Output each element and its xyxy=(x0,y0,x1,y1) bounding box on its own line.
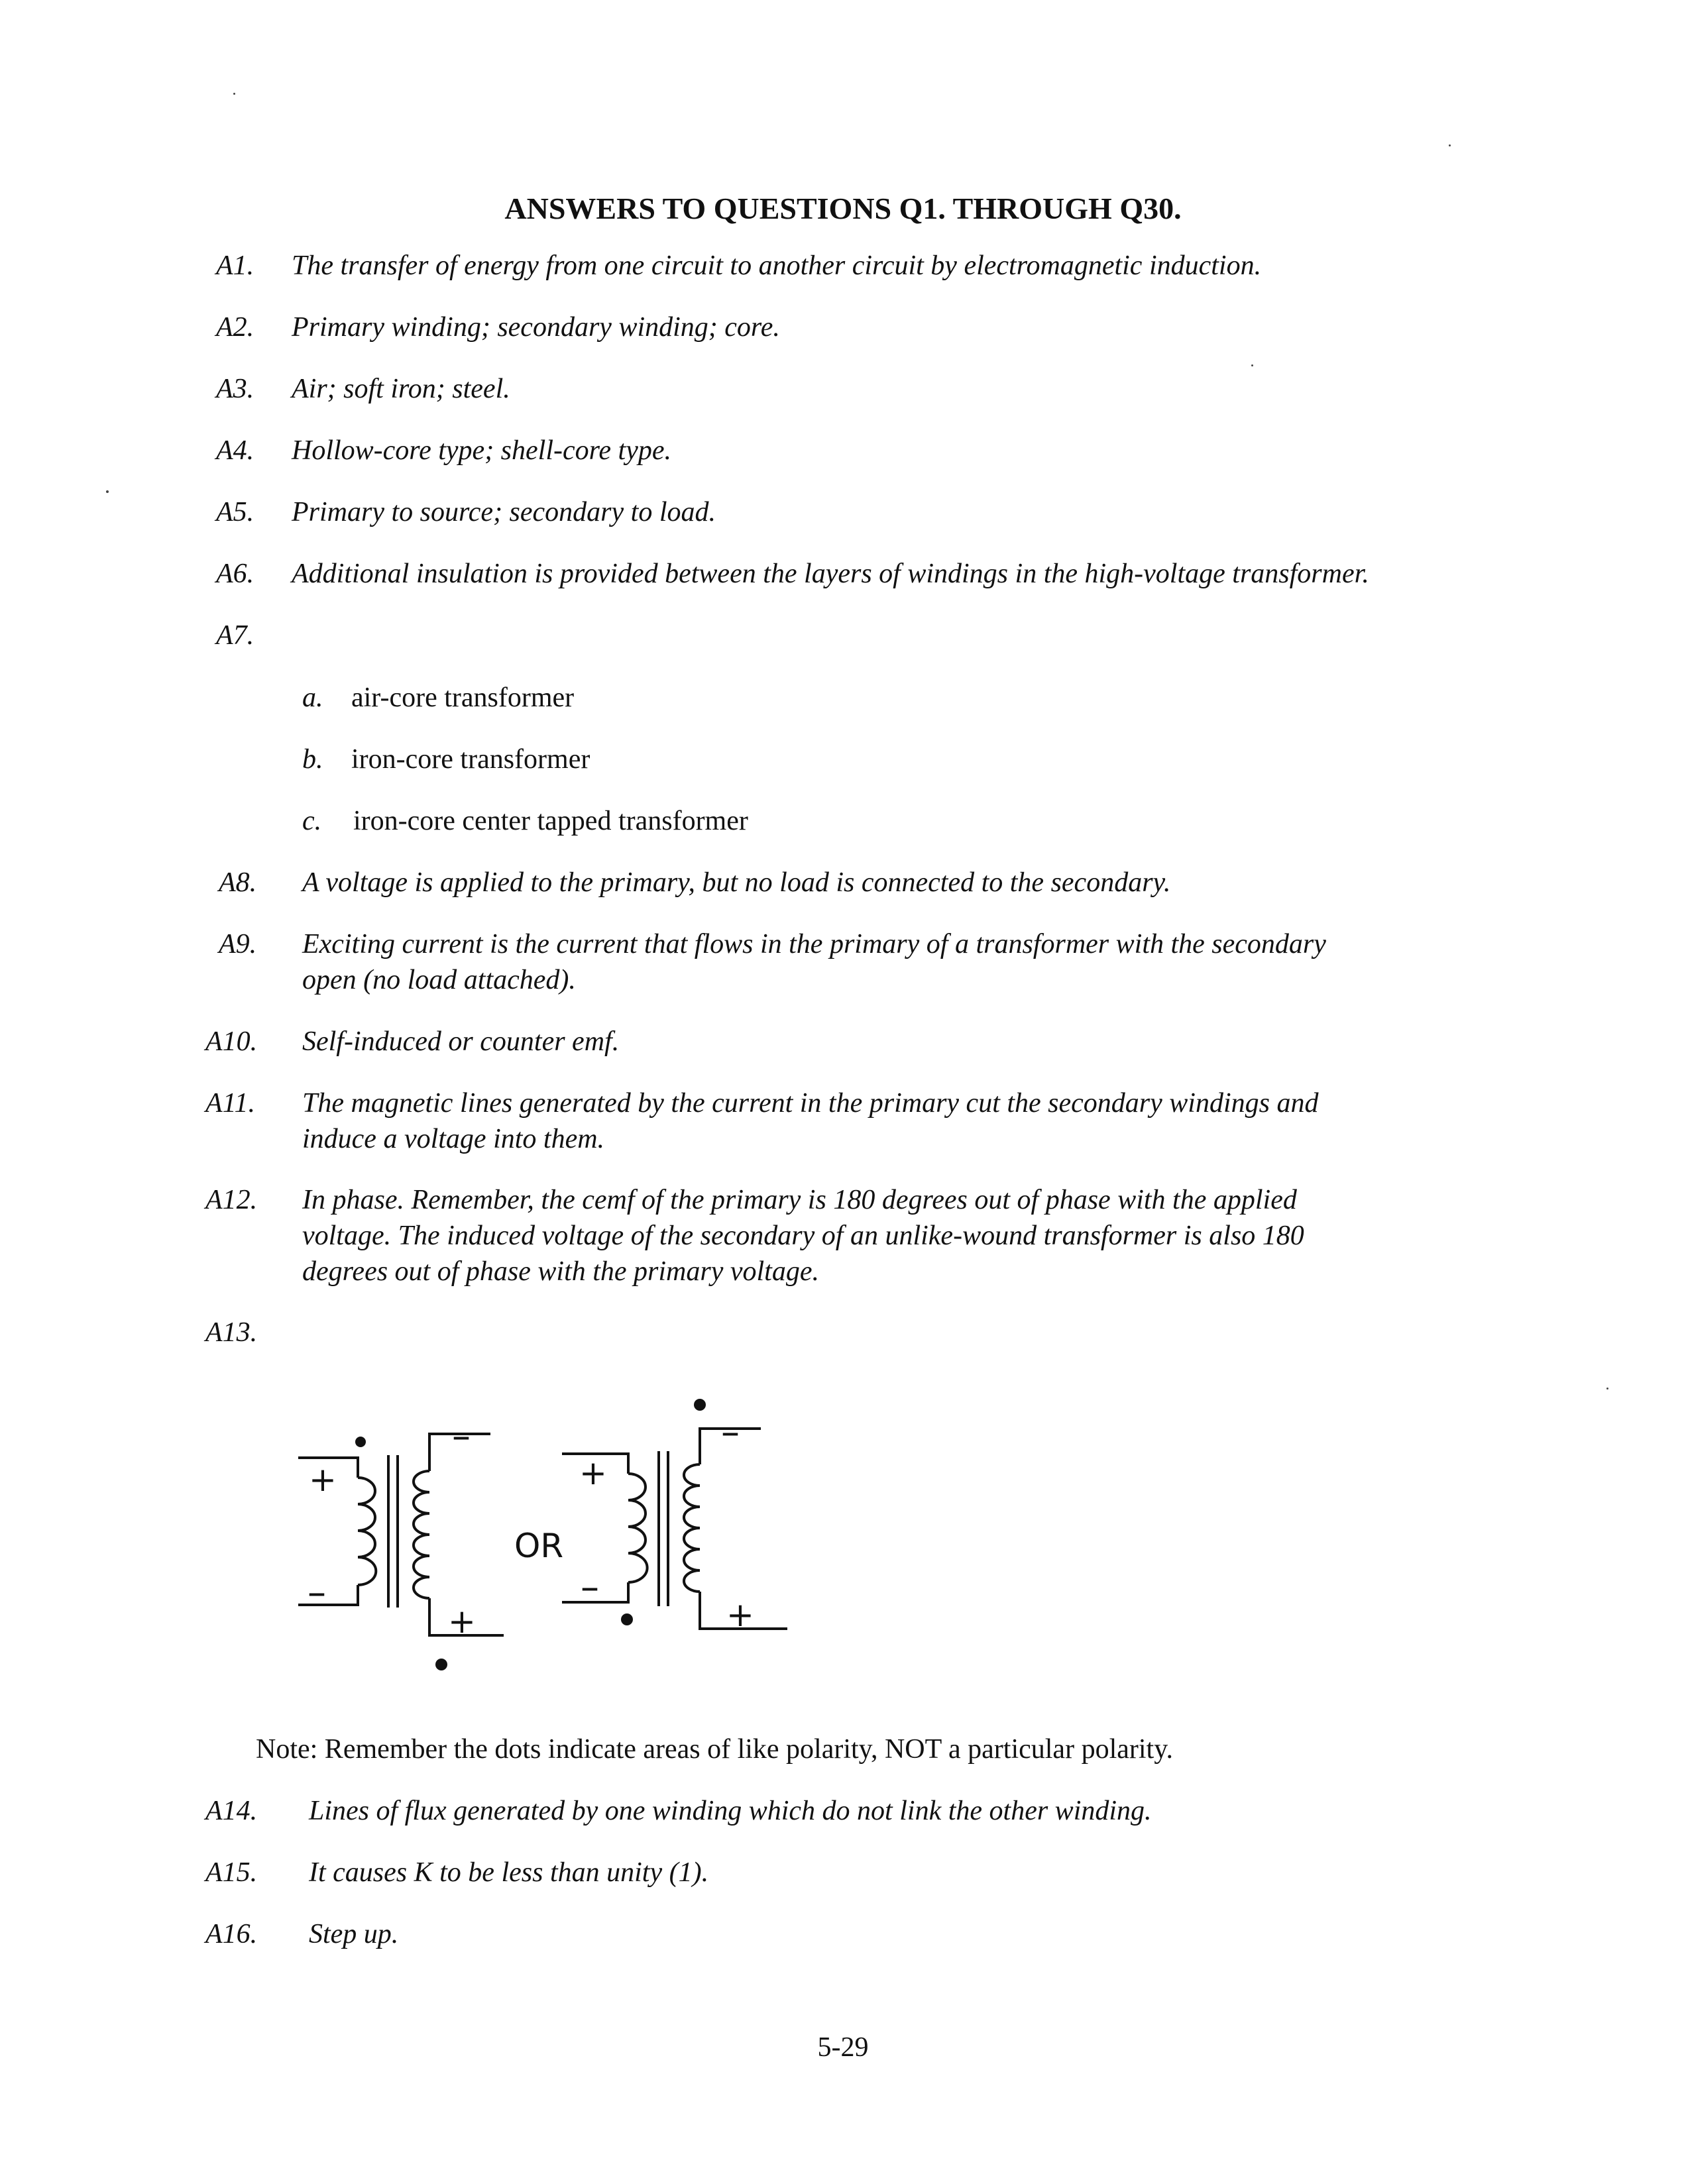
answer-text-line: In phase. Remember, the cemf of the primary is 180 degrees out of phase with the applied xyxy=(302,1185,1297,1215)
answer-number: A11. xyxy=(205,1088,256,1119)
answer-number: A4. xyxy=(216,435,254,466)
answer-number: A5. xyxy=(216,497,254,527)
answer-text: Hollow-core type; shell-core type. xyxy=(292,435,672,466)
minus-sign: – xyxy=(581,1566,599,1609)
polarity-dot xyxy=(435,1659,447,1670)
answer-number: A2. xyxy=(216,312,254,343)
answer-number: A16. xyxy=(205,1919,258,1949)
answer-text-line: degrees out of phase with the primary voltage. xyxy=(302,1256,819,1287)
right-transformer xyxy=(562,1399,787,1634)
polarity-note: Note: Remember the dots indicate areas of like polarity, NOT a particular polarity. xyxy=(256,1734,1173,1765)
answer-text: Self-induced or counter emf. xyxy=(302,1026,620,1057)
or-label: OR xyxy=(514,1527,564,1565)
answer-text: Primary winding; secondary winding; core. xyxy=(292,312,780,343)
answer-text: Lines of flux generated by one winding which do not link the other winding. xyxy=(309,1796,1152,1826)
answer-number: A1. xyxy=(216,250,254,281)
scan-speck xyxy=(1251,364,1253,366)
answer-text-line: induce a voltage into them. xyxy=(302,1124,605,1154)
sub-item-text: iron-core center tapped transformer xyxy=(353,806,748,836)
answer-number: A8. xyxy=(219,867,257,898)
scan-speck xyxy=(1449,144,1451,146)
sub-item-letter: b. xyxy=(302,744,323,775)
answer-text: Air; soft iron; steel. xyxy=(292,374,510,404)
minus-sign: – xyxy=(452,1415,471,1458)
answer-number: A14. xyxy=(205,1796,258,1826)
scan-speck xyxy=(106,490,109,493)
answer-number: A3. xyxy=(216,374,254,404)
sub-item-letter: c. xyxy=(302,806,322,836)
transformer-polarity-diagram xyxy=(278,1392,822,1683)
page-title: ANSWERS TO QUESTIONS Q1. THROUGH Q30. xyxy=(504,191,1182,225)
plus-sign: + xyxy=(726,1596,754,1634)
answer-number: A7. xyxy=(216,620,254,651)
scan-speck xyxy=(233,93,235,95)
answer-number: A13. xyxy=(205,1317,258,1348)
polarity-dot xyxy=(355,1437,366,1447)
answer-number: A15. xyxy=(205,1857,258,1888)
answer-text: It causes K to be less than unity (1). xyxy=(309,1857,709,1888)
sub-item-text: iron-core transformer xyxy=(351,744,590,775)
answer-number: A10. xyxy=(205,1026,258,1057)
answer-text: The transfer of energy from one circuit to another circuit by electromagnetic induction. xyxy=(292,250,1262,281)
answer-number: A12. xyxy=(205,1185,258,1215)
sub-item-letter: a. xyxy=(302,682,323,713)
answer-text-line: open (no load attached). xyxy=(302,965,576,995)
plus-sign: + xyxy=(579,1454,607,1492)
plus-sign: + xyxy=(309,1460,337,1499)
scan-speck xyxy=(1606,1388,1608,1390)
answer-number: A9. xyxy=(219,929,257,959)
answer-number: A6. xyxy=(216,559,254,589)
minus-sign: – xyxy=(308,1571,326,1614)
sub-item-text: air-core transformer xyxy=(351,682,575,713)
page-number: 5-29 xyxy=(817,2032,869,2063)
answer-text: Additional insulation is provided between the layers of windings in the high-voltage transformer. xyxy=(292,559,1369,589)
answer-text-line: voltage. The induced voltage of the secondary of an unlike-wound transformer is also 180 xyxy=(302,1221,1304,1251)
answer-text-line: The magnetic lines generated by the current in the primary cut the secondary windings and xyxy=(302,1088,1319,1119)
polarity-dot xyxy=(694,1399,706,1411)
answer-text: Primary to source; secondary to load. xyxy=(292,497,716,527)
plus-sign: + xyxy=(448,1602,476,1641)
answer-text: Step up. xyxy=(309,1919,399,1949)
answer-text: A voltage is applied to the primary, but no load is connected to the secondary. xyxy=(302,867,1171,898)
polarity-dot xyxy=(621,1613,633,1625)
left-transformer xyxy=(298,1415,504,1670)
answer-text-line: Exciting current is the current that flows in the primary of a transformer with the secondary xyxy=(302,929,1326,959)
minus-sign: – xyxy=(721,1411,740,1454)
